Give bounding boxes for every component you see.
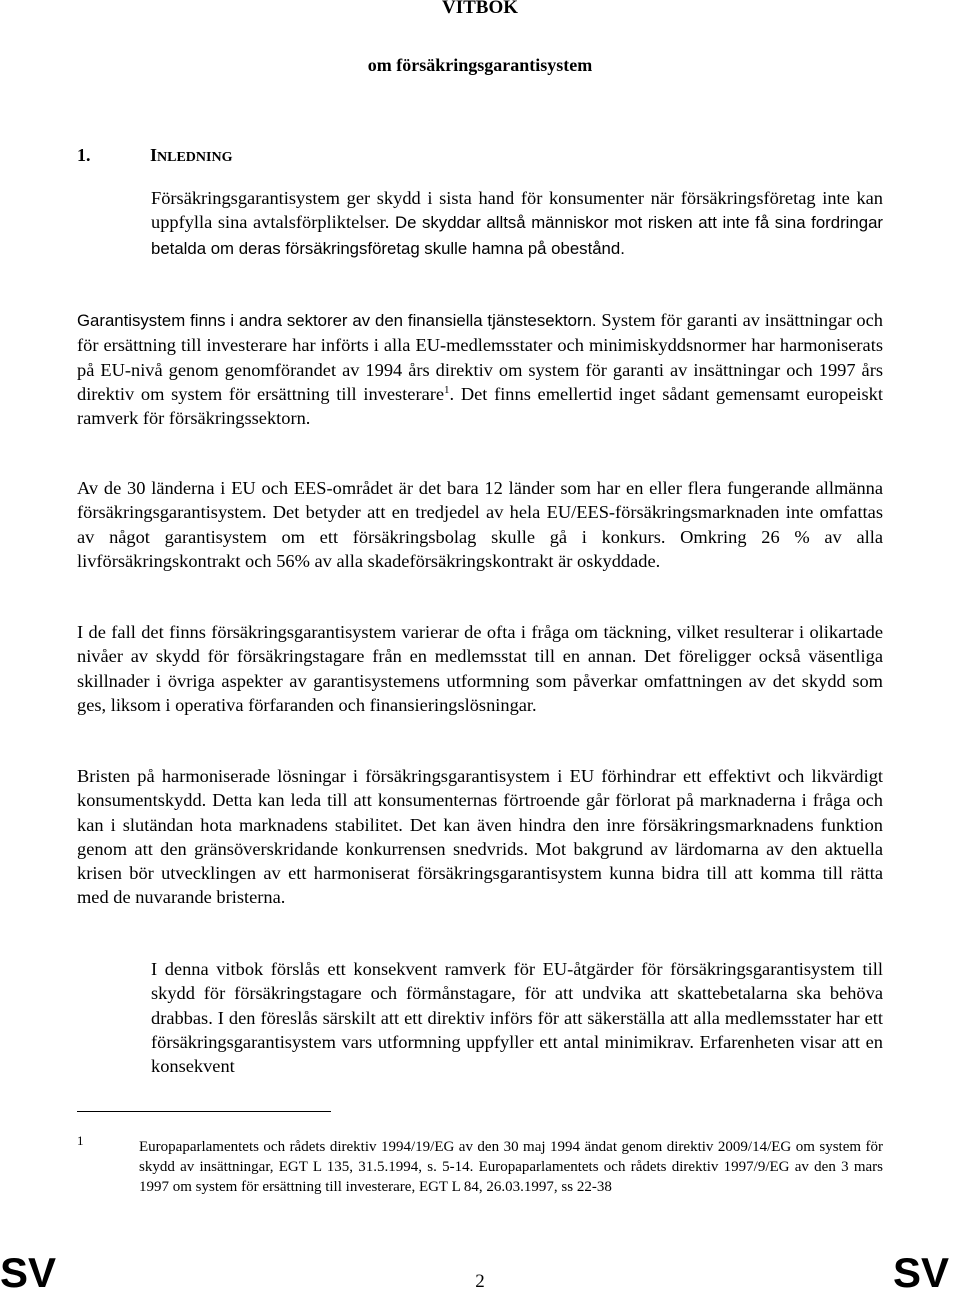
section-number: 1.	[77, 145, 91, 165]
paragraph-3: Av de 30 länderna i EU och EES-området är det bara 12 länder som har en eller flera fungerande allmänna försäkringsgarantisystem. Det betyder att en tredjedel av hela EU/EES-försäkringsmarknaden inte omfattas av något garantisystem om ett försäkringsbolag skulle gå i konkurs. Omkring 26 % av alla livförsäkringskontrakt och 56% av alla skadeförsäkringskontrakt är oskyddade.	[77, 478, 883, 571]
footnote-marker: 1	[77, 1133, 84, 1148]
language-code-left: SV	[0, 1249, 57, 1296]
paragraph-4: I de fall det finns försäkringsgarantisystem varierar de ofta i fråga om täckning, vilket resulterar i olikartade nivåer av skydd för försäkringstagare från en medlemsstat till en annan. Det föreligger också väsentliga skillnader i övriga aspekter av garantisystemens utformning som påverkar omfattningen av det skydd som ges, liksom i operativa förfaranden och finansieringslösningar.	[77, 622, 883, 715]
paragraph-1-part-2: De skyddar alltså människor mot risken att inte få sina fordringar betalda om deras försäkringsföretag skulle hamna på obestånd.	[151, 213, 883, 258]
footnote-text: Europaparlamentets och rådets direktiv 1994/19/EG av den 30 maj 1994 ändat genom direktiv 2009/14/EG om system för skydd av insättningar, EGT L 135, 31.5.1994, s. 5-14. Europaparlamentets och rådets direktiv 1997/9/EG av den 3 mars 1997 om system för ersättning till investerare, EGT L 84, 26.03.1997, ss 22-38	[139, 1139, 883, 1195]
document-title: VITBOK	[441, 0, 519, 18]
section-heading-rest: NLEDNING	[157, 150, 233, 165]
document-subtitle: om försäkringsgarantisystem	[367, 55, 593, 75]
page-number: 2	[475, 1271, 485, 1292]
section-heading-initial: I	[150, 145, 158, 165]
language-code-right: SV	[893, 1249, 950, 1296]
footnote-separator	[77, 1111, 331, 1112]
section-heading	[77, 143, 232, 170]
paragraph-2-part-2: System för garanti av insättningar och för ersättning till investerare har införts i alla EU-medlemsstater och minimiskyddsnormer har harmoniserats på EU-nivå genom genomförandet av 1994 års direktiv om system för garanti av insättningar och 1997 års direktiv om system för ersättning till investerare	[77, 310, 883, 404]
footnote-reference[interactable]: 1	[444, 383, 450, 396]
paragraph-2	[77, 308, 883, 430]
paragraph-1	[151, 186, 883, 261]
paragraph-2-part-3: . Det finns emellertid inget sådant gemensamt europeiskt ramverk för försäkringssektorn.	[77, 383, 883, 429]
paragraph-1-part-1: Försäkringsgarantisystem ger skydd i sista hand för konsumenter när försäkringsföretag inte kan uppfylla sina avtalsförpliktelser.	[151, 188, 883, 233]
paragraph-6: I denna vitbok förslås ett konsekvent ramverk för EU-åtgärder för försäkringsgarantisystem till skydd för försäkringstagare och förmånstagare, för att undvika att skattebetalarna ska behöva drabbas. I den föreslås särskilt att ett direktiv införs för att säkerställa att alla medlemsstater har ett försäkringsgarantisystem vars utformning uppfyller ett antal minimikrav. Erfarenheten visar att en konsekvent	[151, 959, 883, 1077]
paragraph-5: Bristen på harmoniserade lösningar i försäkringsgarantisystem i EU förhindrar ett effektivt och likvärdigt konsumentskydd. Detta kan leda till att konsumenternas förtroende går förlorat på marknaderna i fråga och kan i slutändan hota marknadens stabilitet. Det kan även hindra den inre försäkringsmarknadens funktion genom att den gränsöverskridande konkurrensen snedvrids. Mot bakgrund av lärdomarna av den aktuella krisen bör utvecklingen av ett harmoniserat försäkringsgarantisystem kunna bidra till att komma till rätta med de nuvarande bristerna.	[77, 766, 883, 908]
paragraph-2-part-1: Garantisystem finns i andra sektorer av den finansiella tjänstesektorn.	[77, 311, 597, 330]
